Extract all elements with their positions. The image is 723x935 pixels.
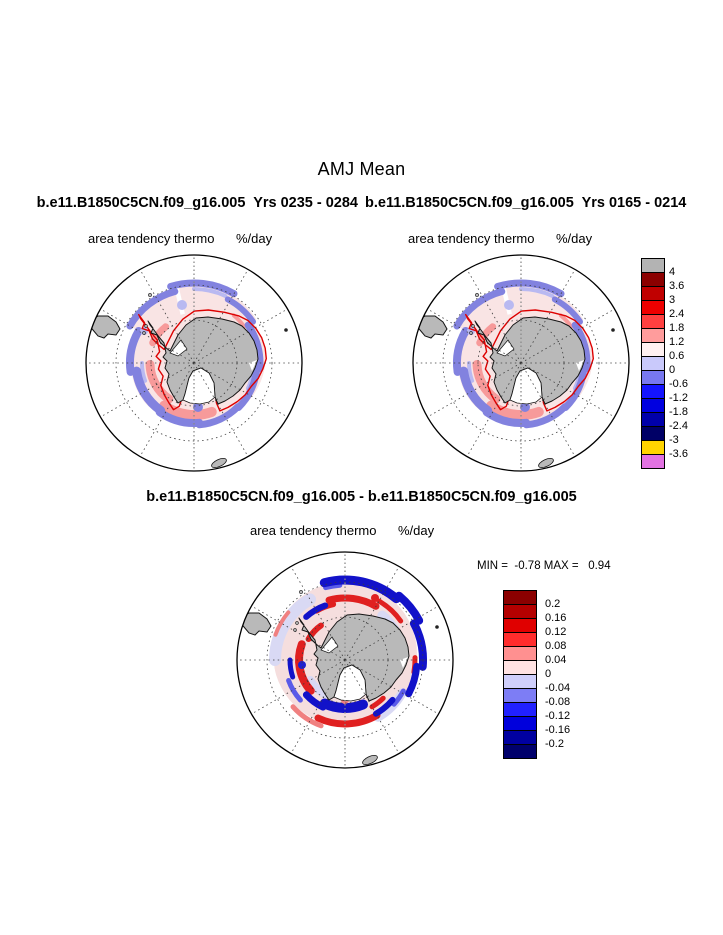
panel1-units-label: %/day xyxy=(236,231,273,246)
colorbar-tick-label: -2.4 xyxy=(669,420,688,432)
colorbar-cell xyxy=(641,258,665,273)
colorbar-tick-label: 4 xyxy=(669,266,676,278)
colorbar-cell xyxy=(641,342,665,357)
colorbar-tick-label: 1.8 xyxy=(669,322,685,334)
difference-title: b.e11.B1850C5CN.f09_g16.005 - b.e11.B1850C5CN.f09_g16.005 xyxy=(146,489,577,505)
colorbar-cell xyxy=(503,688,537,703)
colorbar-cell xyxy=(503,604,537,619)
colorbar-tick-label: 0.04 xyxy=(545,654,567,666)
colorbar-tick-label: 0 xyxy=(545,668,552,680)
colorbar-cell xyxy=(503,744,537,759)
case2-title: b.e11.B1850C5CN.f09_g16.005 Yrs 0165 - 0214 xyxy=(365,195,687,211)
colorbar-tick-label: 2.4 xyxy=(669,308,685,320)
colorbar-cell xyxy=(641,398,665,413)
colorbar-tick-label: -0.12 xyxy=(545,710,571,722)
colorbar-cell xyxy=(641,384,665,399)
colorbar-tick-label: -0.04 xyxy=(545,682,571,694)
colorbar-cell xyxy=(503,618,537,633)
colorbar-tick-label: 0.16 xyxy=(545,612,567,624)
colorbar-cell xyxy=(503,632,537,647)
colorbar-tick-label: 0.2 xyxy=(545,598,561,610)
colorbar-tick-label: 0 xyxy=(669,364,676,376)
colorbar-tick-label: 1.2 xyxy=(669,336,685,348)
case1-title: b.e11.B1850C5CN.f09_g16.005 Yrs 0235 - 0284 xyxy=(36,195,358,211)
colorbar-tick-label: -0.6 xyxy=(669,378,688,390)
colorbar-cell xyxy=(641,356,665,371)
panel3-field-label: area tendency thermo xyxy=(250,523,377,538)
panel1-field-label: area tendency thermo xyxy=(88,231,215,246)
colorbar-cell xyxy=(641,454,665,469)
map-difference xyxy=(225,540,465,780)
colorbar-cell xyxy=(641,426,665,441)
colorbar-tick-label: -0.2 xyxy=(545,738,564,750)
panel3-units-label: %/day xyxy=(398,523,435,538)
colorbar-cell xyxy=(503,646,537,661)
map-case1 xyxy=(74,243,314,483)
colorbar-cell xyxy=(641,412,665,427)
colorbar-cell xyxy=(503,674,537,689)
colorbar-cell xyxy=(641,328,665,343)
map-case2 xyxy=(401,243,641,483)
colorbar-tick-label: 0.12 xyxy=(545,626,567,638)
figure-title: AMJ Mean xyxy=(317,159,406,179)
minmax-stats: MIN = -0.78 MAX = 0.94 xyxy=(477,560,611,572)
colorbar-cell xyxy=(503,660,537,675)
colorbar-tick-label: -1.2 xyxy=(669,392,688,404)
colorbar-tick-label: -3.6 xyxy=(669,448,688,460)
case-titles xyxy=(0,195,723,211)
colorbar-cell xyxy=(641,314,665,329)
colorbar-cell xyxy=(641,440,665,455)
colorbar-tick-label: -3 xyxy=(669,434,679,446)
panel2-field-label: area tendency thermo xyxy=(408,231,535,246)
colorbar-cell xyxy=(641,286,665,301)
colorbar-cell xyxy=(503,730,537,745)
colorbar-cell xyxy=(641,272,665,287)
colorbar-cell xyxy=(503,590,537,605)
colorbar-tick-label: 0.6 xyxy=(669,350,685,362)
colorbar-tick-label: 3 xyxy=(669,294,676,306)
colorbar-cell xyxy=(503,702,537,717)
colorbar-tick-label: 3.6 xyxy=(669,280,685,292)
colorbar-tick-label: -0.08 xyxy=(545,696,571,708)
panel2-units-label: %/day xyxy=(556,231,593,246)
colorbar-cell xyxy=(641,300,665,315)
colorbar-tick-label: -1.8 xyxy=(669,406,688,418)
colorbar-tick-label: 0.08 xyxy=(545,640,567,652)
colorbar-cell xyxy=(503,716,537,731)
colorbar-cell xyxy=(641,370,665,385)
colorbar-tick-label: -0.16 xyxy=(545,724,571,736)
